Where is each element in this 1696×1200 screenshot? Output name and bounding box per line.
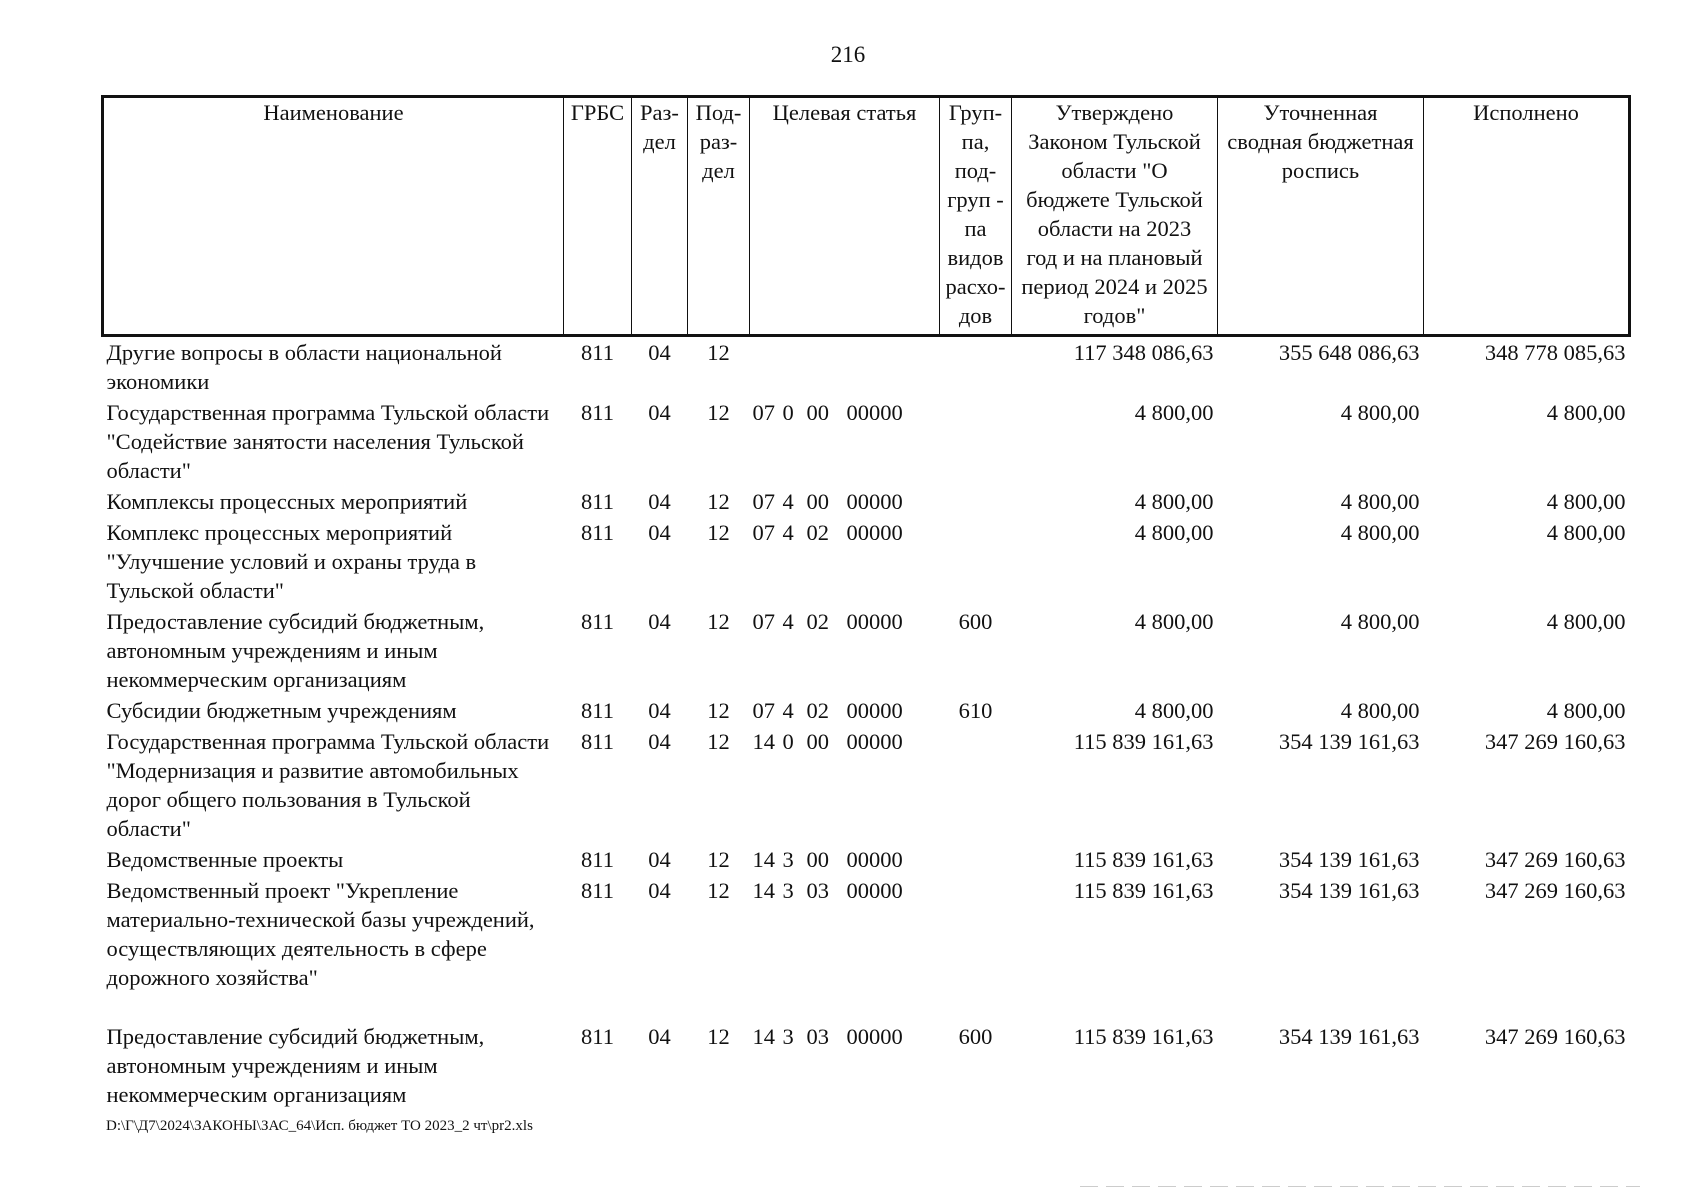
cell-target-article	[750, 606, 940, 695]
cell-refined: 355 648 086,63	[1278, 340, 1420, 365]
cell-refined: 4 800,00	[1340, 400, 1420, 425]
cell-target-article	[750, 875, 940, 993]
target-subprogram-code: 3	[782, 878, 794, 903]
cell-executed: 4 800,00	[1546, 609, 1626, 634]
target-direction-code: 00000	[846, 698, 903, 723]
target-program-code: 14	[752, 729, 775, 754]
target-main-event-code: 03	[806, 1024, 829, 1049]
target-main-event-code: 02	[806, 520, 829, 545]
header-text: Целевая статья	[772, 100, 917, 125]
cell-grbs: 811	[581, 878, 614, 903]
target-direction-code: 00000	[846, 878, 903, 903]
cell-target-article	[750, 517, 940, 606]
col-subsection-header	[688, 97, 750, 336]
cell-target-article	[750, 336, 940, 398]
cell-approved: 115 839 161,63	[1073, 847, 1214, 872]
cell-refined: 354 139 161,63	[1278, 729, 1420, 754]
cell-refined: 4 800,00	[1340, 609, 1420, 634]
col-approved-header	[1012, 97, 1218, 336]
cell-refined: 4 800,00	[1340, 489, 1420, 514]
table-row	[103, 1021, 1630, 1110]
cell-section: 04	[648, 729, 671, 754]
cell-subsection: 12	[707, 609, 730, 634]
table-row	[103, 695, 1630, 726]
table-row	[103, 606, 1630, 695]
header-text: Груп- па, под- груп - па видов расхо- дов	[945, 100, 1006, 328]
cell-subsection: 12	[707, 489, 730, 514]
col-expense-group-header	[940, 97, 1012, 336]
cell-section: 04	[648, 340, 671, 365]
cell-subsection: 12	[707, 698, 730, 723]
col-name-header	[103, 97, 564, 336]
cell-executed: 347 269 160,63	[1484, 729, 1626, 754]
cell-name: Комплексы процессных мероприятий	[106, 489, 468, 514]
target-subprogram-code: 3	[782, 847, 794, 872]
cell-grbs: 811	[581, 400, 614, 425]
target-main-event-code: 00	[806, 847, 829, 872]
cell-expense-group	[940, 517, 1012, 606]
target-direction-code: 00000	[846, 520, 903, 545]
col-refined-header	[1218, 97, 1424, 336]
cell-name: Субсидии бюджетным учреждениям	[106, 698, 457, 723]
target-subprogram-code: 4	[782, 520, 794, 545]
header-text: Наименование	[263, 100, 404, 125]
header-text: Утверждено Законом Тульской области "О бюджете Тульской области на 2023 год и на плановый период 2024 и 2025 годов"	[1021, 100, 1208, 328]
scan-artifact-line	[1080, 1186, 1640, 1187]
cell-section: 04	[648, 1024, 671, 1049]
target-program-code: 07	[752, 489, 775, 514]
cell-executed: 4 800,00	[1546, 489, 1626, 514]
cell-target-article	[750, 1021, 940, 1110]
cell-section: 04	[648, 698, 671, 723]
cell-subsection: 12	[707, 1024, 730, 1049]
header-text: ГРБС	[570, 100, 625, 125]
table-row	[103, 336, 1630, 398]
target-program-code: 07	[752, 609, 775, 634]
target-direction-code: 00000	[846, 847, 903, 872]
cell-refined: 354 139 161,63	[1278, 847, 1420, 872]
cell-expense-group: 600	[958, 609, 993, 634]
target-program-code: 07	[752, 698, 775, 723]
cell-expense-group	[940, 726, 1012, 844]
header-text: Под- раз- дел	[695, 100, 742, 183]
spacer-cell	[103, 993, 1630, 1021]
cell-executed: 347 269 160,63	[1484, 847, 1626, 872]
target-subprogram-code: 4	[782, 489, 794, 514]
target-subprogram-code: 4	[782, 609, 794, 634]
target-subprogram-code: 3	[782, 1024, 794, 1049]
target-main-event-code: 00	[806, 729, 829, 754]
cell-section: 04	[648, 400, 671, 425]
cell-subsection: 12	[707, 729, 730, 754]
cell-executed: 347 269 160,63	[1484, 878, 1626, 903]
target-direction-code: 00000	[846, 1024, 903, 1049]
target-subprogram-code: 4	[782, 698, 794, 723]
cell-section: 04	[648, 609, 671, 634]
table-body	[103, 336, 1630, 1111]
cell-name: Предоставление субсидий бюджетным, автономным учреждениям и иным некоммерческим организациям	[106, 1024, 485, 1107]
header-text: Раз- дел	[640, 100, 679, 154]
cell-target-article	[750, 695, 940, 726]
cell-refined: 354 139 161,63	[1278, 878, 1420, 903]
cell-grbs: 811	[581, 847, 614, 872]
cell-approved: 115 839 161,63	[1073, 878, 1214, 903]
target-program-code: 07	[752, 400, 775, 425]
col-target-article-header	[750, 97, 940, 336]
cell-grbs: 811	[581, 520, 614, 545]
target-program-code: 14	[752, 1024, 775, 1049]
cell-subsection: 12	[707, 400, 730, 425]
target-direction-code: 00000	[846, 489, 903, 514]
cell-section: 04	[648, 878, 671, 903]
target-main-event-code: 03	[806, 878, 829, 903]
cell-expense-group	[940, 875, 1012, 993]
cell-approved: 4 800,00	[1134, 400, 1214, 425]
cell-name: Другие вопросы в области национальной экономики	[106, 340, 502, 394]
table-header	[103, 97, 1630, 336]
cell-executed: 4 800,00	[1546, 520, 1626, 545]
col-executed-header	[1424, 97, 1630, 336]
cell-grbs: 811	[581, 489, 614, 514]
cell-approved: 4 800,00	[1134, 489, 1214, 514]
cell-approved: 4 800,00	[1134, 698, 1214, 723]
page-number: 216	[830, 42, 866, 67]
target-program-code: 14	[752, 847, 775, 872]
cell-expense-group	[940, 397, 1012, 486]
cell-name: Ведомственный проект "Укрепление материально-технической базы учреждений, осуществляющих деятельность в сфере дорожного хозяйства"	[106, 878, 535, 990]
cell-approved: 117 348 086,63	[1073, 340, 1214, 365]
cell-expense-group	[940, 486, 1012, 517]
cell-refined: 4 800,00	[1340, 520, 1420, 545]
cell-name: Государственная программа Тульской области "Модернизация и развитие автомобильных дорог общего пользования в Тульской области"	[106, 729, 550, 841]
cell-grbs: 811	[581, 729, 614, 754]
cell-executed: 4 800,00	[1546, 400, 1626, 425]
target-program-code: 14	[752, 878, 775, 903]
target-main-event-code: 02	[806, 698, 829, 723]
cell-subsection: 12	[707, 847, 730, 872]
cell-approved: 115 839 161,63	[1073, 1024, 1214, 1049]
cell-section: 04	[648, 489, 671, 514]
target-program-code: 07	[752, 520, 775, 545]
cell-refined: 354 139 161,63	[1278, 1024, 1420, 1049]
table-row	[103, 486, 1630, 517]
cell-executed: 348 778 085,63	[1484, 340, 1626, 365]
cell-executed: 4 800,00	[1546, 698, 1626, 723]
budget-table	[101, 95, 1631, 1110]
cell-target-article	[750, 844, 940, 875]
header-text: Уточненная сводная бюджетная роспись	[1227, 100, 1414, 183]
cell-expense-group	[940, 336, 1012, 398]
target-direction-code: 00000	[846, 729, 903, 754]
cell-name: Ведомственные проекты	[106, 847, 344, 872]
target-main-event-code: 00	[806, 400, 829, 425]
cell-name: Комплекс процессных мероприятий "Улучшение условий и охраны труда в Тульской области"	[106, 520, 477, 603]
col-grbs-header	[564, 97, 632, 336]
cell-approved: 4 800,00	[1134, 609, 1214, 634]
cell-grbs: 811	[581, 698, 614, 723]
table-row	[103, 397, 1630, 486]
target-main-event-code: 00	[806, 489, 829, 514]
table-row	[103, 875, 1630, 993]
cell-name: Государственная программа Тульской области "Содействие занятости населения Тульской области"	[106, 400, 550, 483]
cell-grbs: 811	[581, 609, 614, 634]
cell-refined: 4 800,00	[1340, 698, 1420, 723]
cell-grbs: 811	[581, 1024, 614, 1049]
table-row	[103, 726, 1630, 844]
target-main-event-code: 02	[806, 609, 829, 634]
cell-grbs: 811	[581, 340, 614, 365]
table-row	[103, 517, 1630, 606]
cell-approved: 115 839 161,63	[1073, 729, 1214, 754]
header-text: Исполнено	[1473, 100, 1579, 125]
cell-expense-group: 610	[958, 698, 993, 723]
cell-approved: 4 800,00	[1134, 520, 1214, 545]
cell-expense-group	[940, 844, 1012, 875]
spacer-row	[103, 993, 1630, 1021]
cell-section: 04	[648, 520, 671, 545]
col-section-header	[632, 97, 688, 336]
target-subprogram-code: 0	[782, 729, 794, 754]
table-row	[103, 844, 1630, 875]
file-path: D:\Г\Д7\2024\ЗАКОНЫ\ЗАС_64\Исп. бюджет ТО 2023_2 чт\pr2.xls	[106, 1118, 533, 1134]
target-direction-code: 00000	[846, 400, 903, 425]
cell-subsection: 12	[707, 878, 730, 903]
cell-executed: 347 269 160,63	[1484, 1024, 1626, 1049]
cell-subsection: 12	[707, 340, 730, 365]
cell-target-article	[750, 397, 940, 486]
cell-subsection: 12	[707, 520, 730, 545]
target-direction-code: 00000	[846, 609, 903, 634]
cell-name: Предоставление субсидий бюджетным, автономным учреждениям и иным некоммерческим организациям	[106, 609, 485, 692]
cell-target-article	[750, 486, 940, 517]
cell-target-article	[750, 726, 940, 844]
cell-expense-group: 600	[958, 1024, 993, 1049]
target-subprogram-code: 0	[782, 400, 794, 425]
cell-section: 04	[648, 847, 671, 872]
